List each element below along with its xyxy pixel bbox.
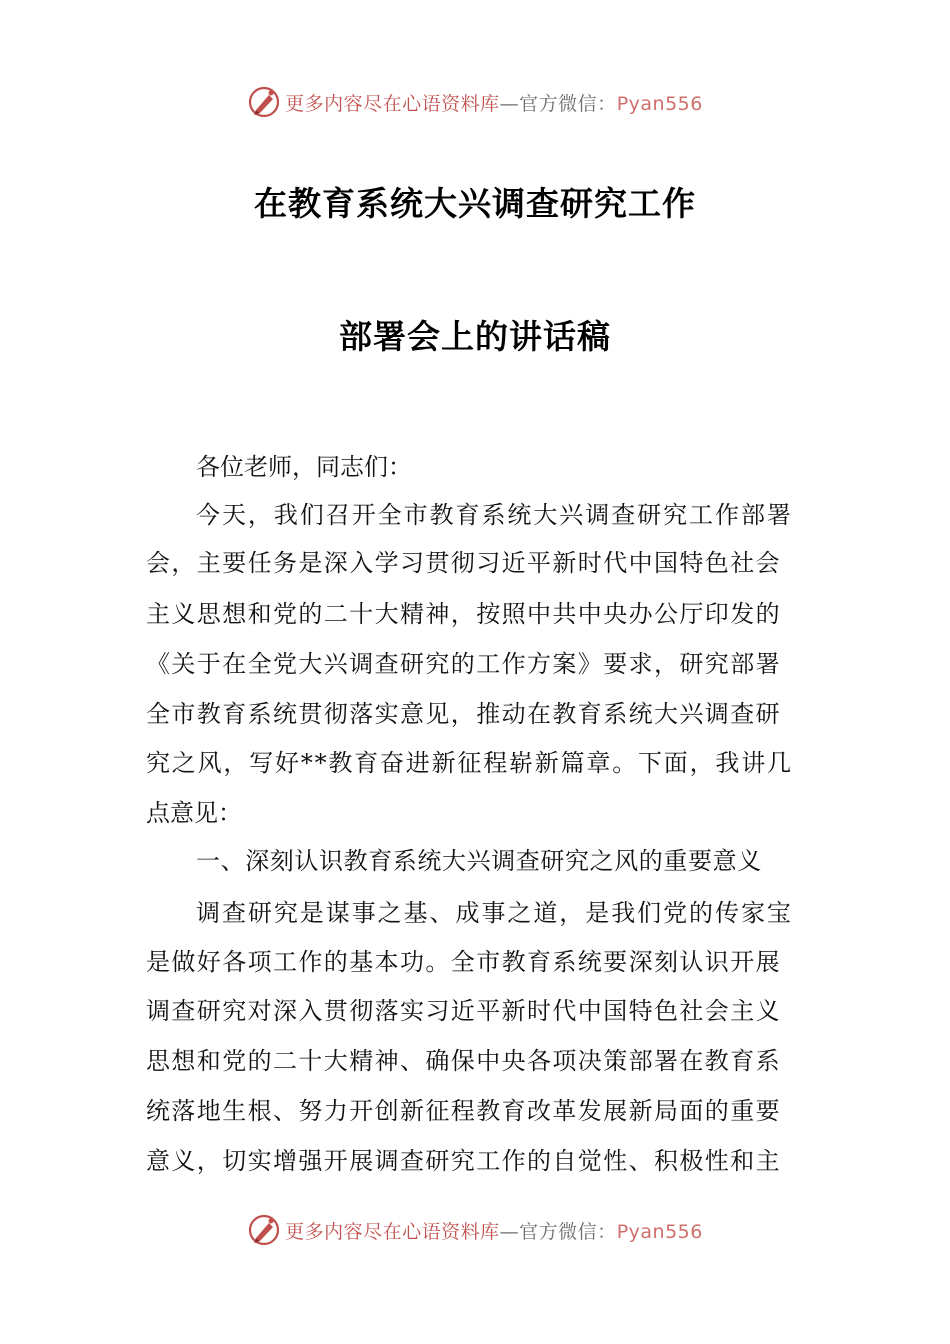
- watermark-text: [285, 1217, 703, 1244]
- watermark-wechat-id: Pyan556: [616, 92, 703, 115]
- watermark-dash: —: [499, 92, 520, 115]
- document-title-line-1: 在教育系统大兴调查研究工作: [254, 184, 696, 223]
- paragraph2-line: 意义，切实增强开展调查研究工作的自觉性、积极性和主: [146, 1147, 781, 1175]
- watermark-label: 官方微信：: [519, 1220, 617, 1243]
- paragraph1-line: 点意见：: [146, 799, 242, 827]
- document-title-line-2: 部署会上的讲话稿: [339, 317, 611, 356]
- pen-logo-icon: [247, 85, 281, 119]
- watermark-wechat-id: Pyan556: [616, 1220, 703, 1243]
- watermark-banner-top: [0, 82, 950, 122]
- watermark-label: 官方微信：: [519, 92, 617, 115]
- paragraph2-line: 调查研究是谋事之基、成事之道，是我们党的传家宝: [196, 899, 793, 927]
- salutation: 各位老师，同志们：: [196, 453, 412, 481]
- paragraph1-line: 《关于在全党大兴调查研究的工作方案》要求，研究部署: [146, 650, 781, 678]
- paragraph1-line: 全市教育系统贯彻落实意见，推动在教育系统大兴调查研: [146, 700, 781, 728]
- paragraph1-line: 今天，我们召开全市教育系统大兴调查研究工作部署: [196, 501, 793, 529]
- paragraph2-line: 思想和党的二十大精神、确保中央各项决策部署在教育系: [146, 1047, 781, 1075]
- paragraph2-line: 统落地生根、努力开创新征程教育改革发展新局面的重要: [146, 1097, 781, 1125]
- section-heading-1: 一、深刻认识教育系统大兴调查研究之风的重要意义: [196, 847, 762, 875]
- paragraph2-line: 调查研究对深入贯彻落实习近平新时代中国特色社会主义: [146, 997, 781, 1025]
- paragraph2-line: 是做好各项工作的基本功。全市教育系统要深刻认识开展: [146, 948, 781, 976]
- pen-logo-icon: [247, 1213, 281, 1247]
- watermark-banner-bottom: [0, 1210, 950, 1250]
- watermark-brand: 更多内容尽在心语资料库: [285, 1220, 500, 1243]
- paragraph1-line: 主义思想和党的二十大精神，按照中共中央办公厅印发的: [146, 600, 781, 628]
- watermark-text: [285, 89, 703, 116]
- paragraph1-line: 会，主要任务是深入学习贯彻习近平新时代中国特色社会: [146, 549, 781, 577]
- paragraph1-line: 究之风，写好**教育奋进新征程崭新篇章。下面，我讲几: [146, 749, 793, 777]
- watermark-brand: 更多内容尽在心语资料库: [285, 92, 500, 115]
- watermark-dash: —: [499, 1220, 520, 1243]
